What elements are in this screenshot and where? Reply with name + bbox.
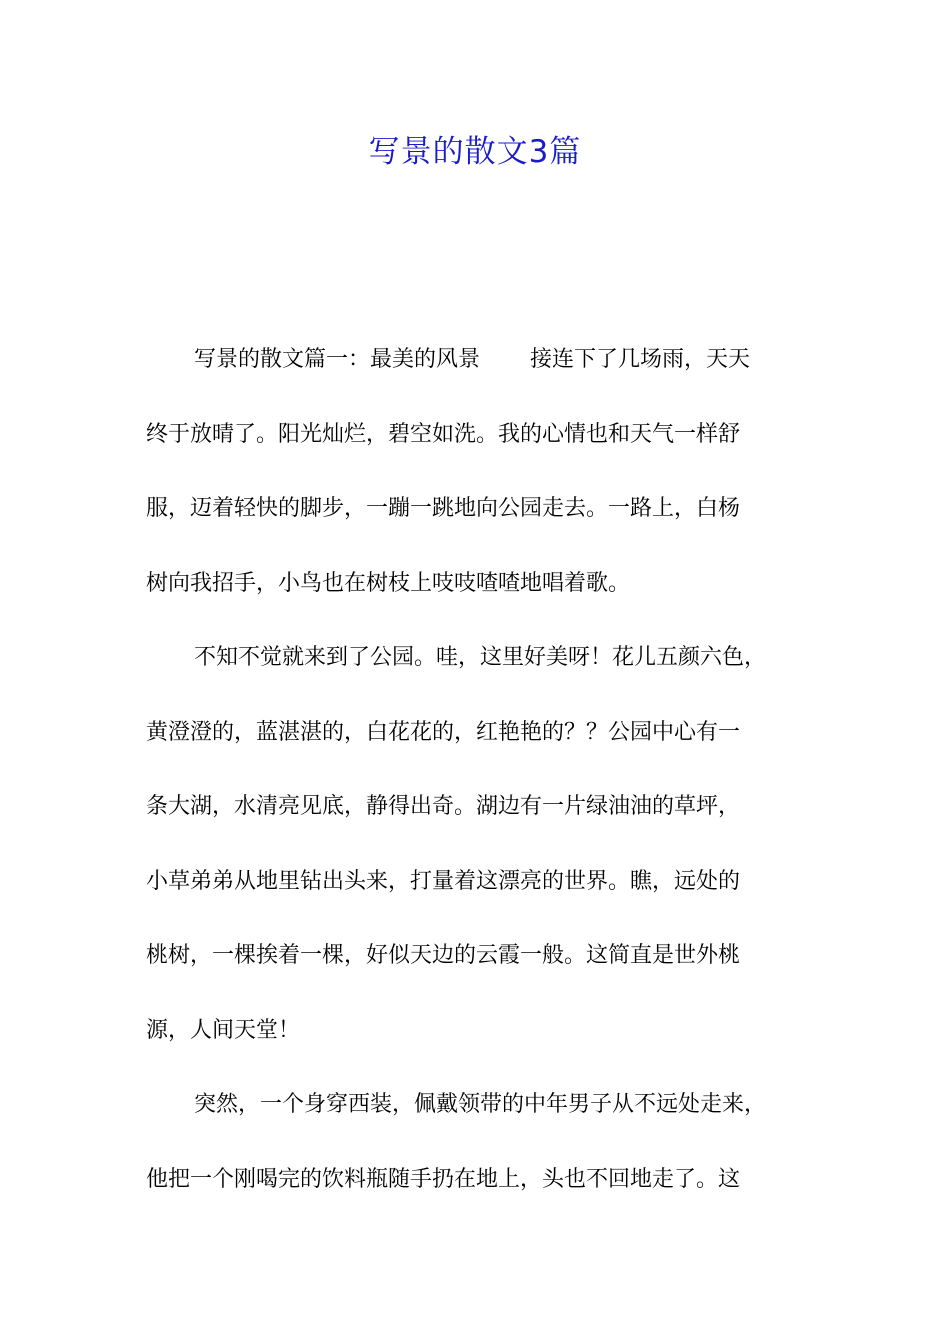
paragraph-line-10: 源，人间天堂！ (146, 1017, 301, 1043)
paragraph-line-3: 服，迈着轻快的脚步，一蹦一跳地向公园走去。一路上，白杨 (146, 496, 741, 521)
document-title: 写景的散文3篇 (368, 134, 582, 170)
document-body (146, 341, 812, 1235)
paragraph-line-4: 树向我招手，小鸟也在树枝上吱吱喳喳地唱着歌。 (146, 570, 631, 596)
paragraph-line-2: 终于放晴了。阳光灿烂，碧空如洗。我的心情也和天气一样舒 (146, 421, 741, 447)
section-heading: 写景的散文篇一：最美的风景 (194, 347, 481, 372)
paragraph-line-9: 桃树，一棵挨着一棵，好似天边的云霞一般。这简直是世外桃 (146, 943, 741, 968)
paragraph-line-8: 小草弟弟从地里钻出头来，打量着这漂亮的世界。瞧，远处的 (146, 868, 741, 894)
paragraph-line-5: 不知不觉就来到了公园。哇，这里好美呀！花儿五颜六色， (194, 645, 767, 670)
paragraph-line-11: 突然，一个身穿西装，佩戴领带的中年男子从不远处走来， (194, 1092, 767, 1117)
paragraph-line-7: 条大湖，水清亮见底，静得出奇。湖边有一片绿油油的草坪， (146, 794, 741, 819)
paragraph-line-12: 他把一个刚喝完的饮料瓶随手扔在地上，头也不回地走了。这 (146, 1166, 741, 1192)
paragraph-text: 接连下了几场雨，天天 (530, 347, 751, 372)
paragraph-line-6: 黄澄澄的，蓝湛湛的，白花花的，红艳艳的？？公园中心有一 (146, 719, 741, 745)
paragraph-line-1 (146, 341, 812, 378)
